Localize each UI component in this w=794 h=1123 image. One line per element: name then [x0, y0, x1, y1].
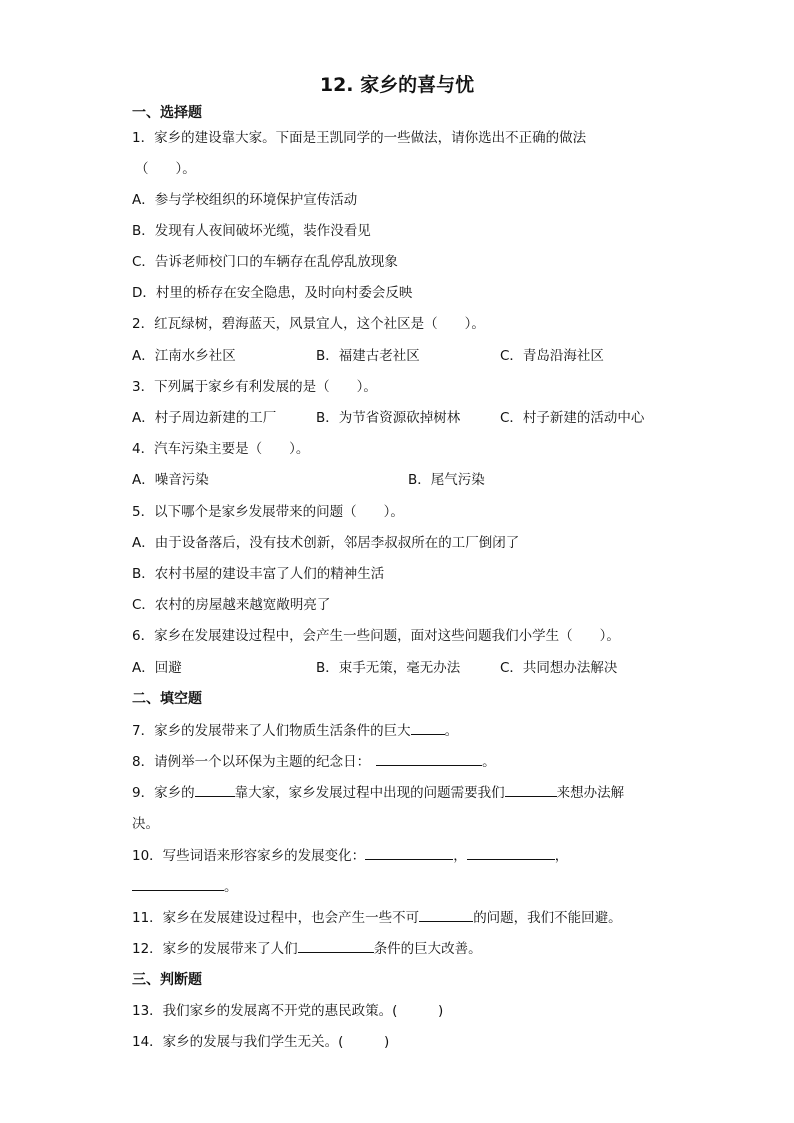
question-8-text: 8．请例举一个以环保为主题的纪念日：	[132, 754, 371, 770]
question-12	[132, 938, 482, 959]
question-5-option-c: C．农村的房屋越来越宽敞明亮了	[132, 597, 331, 613]
question-5-option-a: A．由于设备落后，没有技术创新，邻居李叔叔所在的工厂倒闭了	[132, 535, 520, 551]
question-1-paren: （ ）。	[135, 161, 196, 177]
answer-blank[interactable]	[411, 720, 445, 735]
question-1-option-d: D．村里的桥存在安全隐患，及时向村委会反映	[132, 285, 413, 301]
answer-blank[interactable]	[132, 876, 224, 891]
question-3-option-b: B．为节省资源砍掉树林	[316, 410, 461, 426]
question-3-stem: 3．下列属于家乡有利发展的是（ ）。	[132, 379, 377, 395]
question-3-option-a: A．村子周边新建的工厂	[132, 410, 277, 426]
section-heading-judge: 三、判断题	[132, 972, 202, 988]
question-9-wrap: 决。	[132, 816, 159, 832]
question-12-end: 条件的巨大改善。	[373, 941, 482, 957]
question-2-stem: 2．红瓦绿树，碧海蓝天，风景宜人，这个社区是（ ）。	[132, 316, 485, 332]
question-10	[132, 845, 568, 866]
question-10-sep-1: ，	[453, 848, 467, 864]
question-5-stem: 5．以下哪个是家乡发展带来的问题（ ）。	[132, 504, 404, 520]
section-heading-fill: 二、填空题	[132, 691, 202, 707]
answer-blank[interactable]	[195, 782, 235, 797]
section-heading-choice: 一、选择题	[132, 105, 202, 121]
question-6-option-a: A．回避	[132, 660, 182, 676]
answer-blank[interactable]	[298, 938, 374, 953]
question-7-text: 7．家乡的发展带来了人们物质生活条件的巨大	[132, 723, 411, 739]
answer-blank[interactable]	[505, 782, 557, 797]
question-9-text-1: 9．家乡的	[132, 785, 195, 801]
question-10-wrap	[132, 876, 238, 897]
question-5-option-b: B．农村书屋的建设丰富了人们的精神生活	[132, 566, 385, 582]
question-1-option-c: C．告诉老师校门口的车辆存在乱停乱放现象	[132, 254, 398, 270]
question-6-stem: 6．家乡在发展建设过程中，会产生一些问题，面对这些问题我们小学生（ ）。	[132, 628, 620, 644]
question-9-text-2: 靠大家，家乡发展过程中出现的问题需要我们	[234, 785, 505, 801]
answer-blank[interactable]	[376, 751, 482, 766]
question-2-option-a: A．江南水乡社区	[132, 348, 236, 364]
question-1-stem: 1．家乡的建设靠大家。下面是王凯同学的一些做法，请你选出不正确的做法	[132, 130, 587, 146]
question-11-end: 的问题，我们不能回避。	[473, 910, 622, 926]
question-9-text-3: 来想办法解	[556, 785, 625, 801]
question-13: 13．我们家乡的发展离不开党的惠民政策。( )	[132, 1003, 444, 1019]
question-12-text: 12．家乡的发展带来了人们	[132, 941, 298, 957]
question-8-end: 。	[482, 754, 496, 770]
question-7	[132, 720, 458, 741]
question-4-stem: 4．汽车污染主要是（ ）。	[132, 441, 310, 457]
question-11	[132, 907, 622, 928]
answer-blank[interactable]	[365, 845, 453, 860]
question-7-end: 。	[444, 723, 459, 739]
question-10-end: 。	[224, 879, 238, 895]
question-11-text: 11．家乡在发展建设过程中，也会产生一些不可	[132, 910, 420, 926]
question-3-option-c: C．村子新建的活动中心	[500, 410, 645, 426]
question-4-option-a: A．噪音污染	[132, 472, 209, 488]
question-4-option-b: B．尾气污染	[408, 472, 485, 488]
question-10-text: 10．写些词语来形容家乡的发展变化：	[132, 848, 366, 864]
page-title: 12. 家乡的喜与忧	[319, 74, 475, 96]
answer-blank[interactable]	[467, 845, 555, 860]
question-10-sep-2: ，	[554, 848, 569, 864]
answer-blank[interactable]	[419, 907, 473, 922]
question-2-option-b: B．福建古老社区	[316, 348, 420, 364]
question-1-option-b: B．发现有人夜间破坏光缆，装作没看见	[132, 223, 371, 239]
question-2-option-c: C．青岛沿海社区	[500, 348, 604, 364]
question-9	[132, 782, 624, 803]
question-6-option-b: B．束手无策，毫无办法	[316, 660, 461, 676]
question-6-option-c: C．共同想办法解决	[500, 660, 618, 676]
question-1-option-a: A．参与学校组织的环境保护宣传活动	[132, 192, 358, 208]
question-8	[132, 751, 496, 772]
question-14: 14．家乡的发展与我们学生无关。( )	[132, 1034, 390, 1050]
